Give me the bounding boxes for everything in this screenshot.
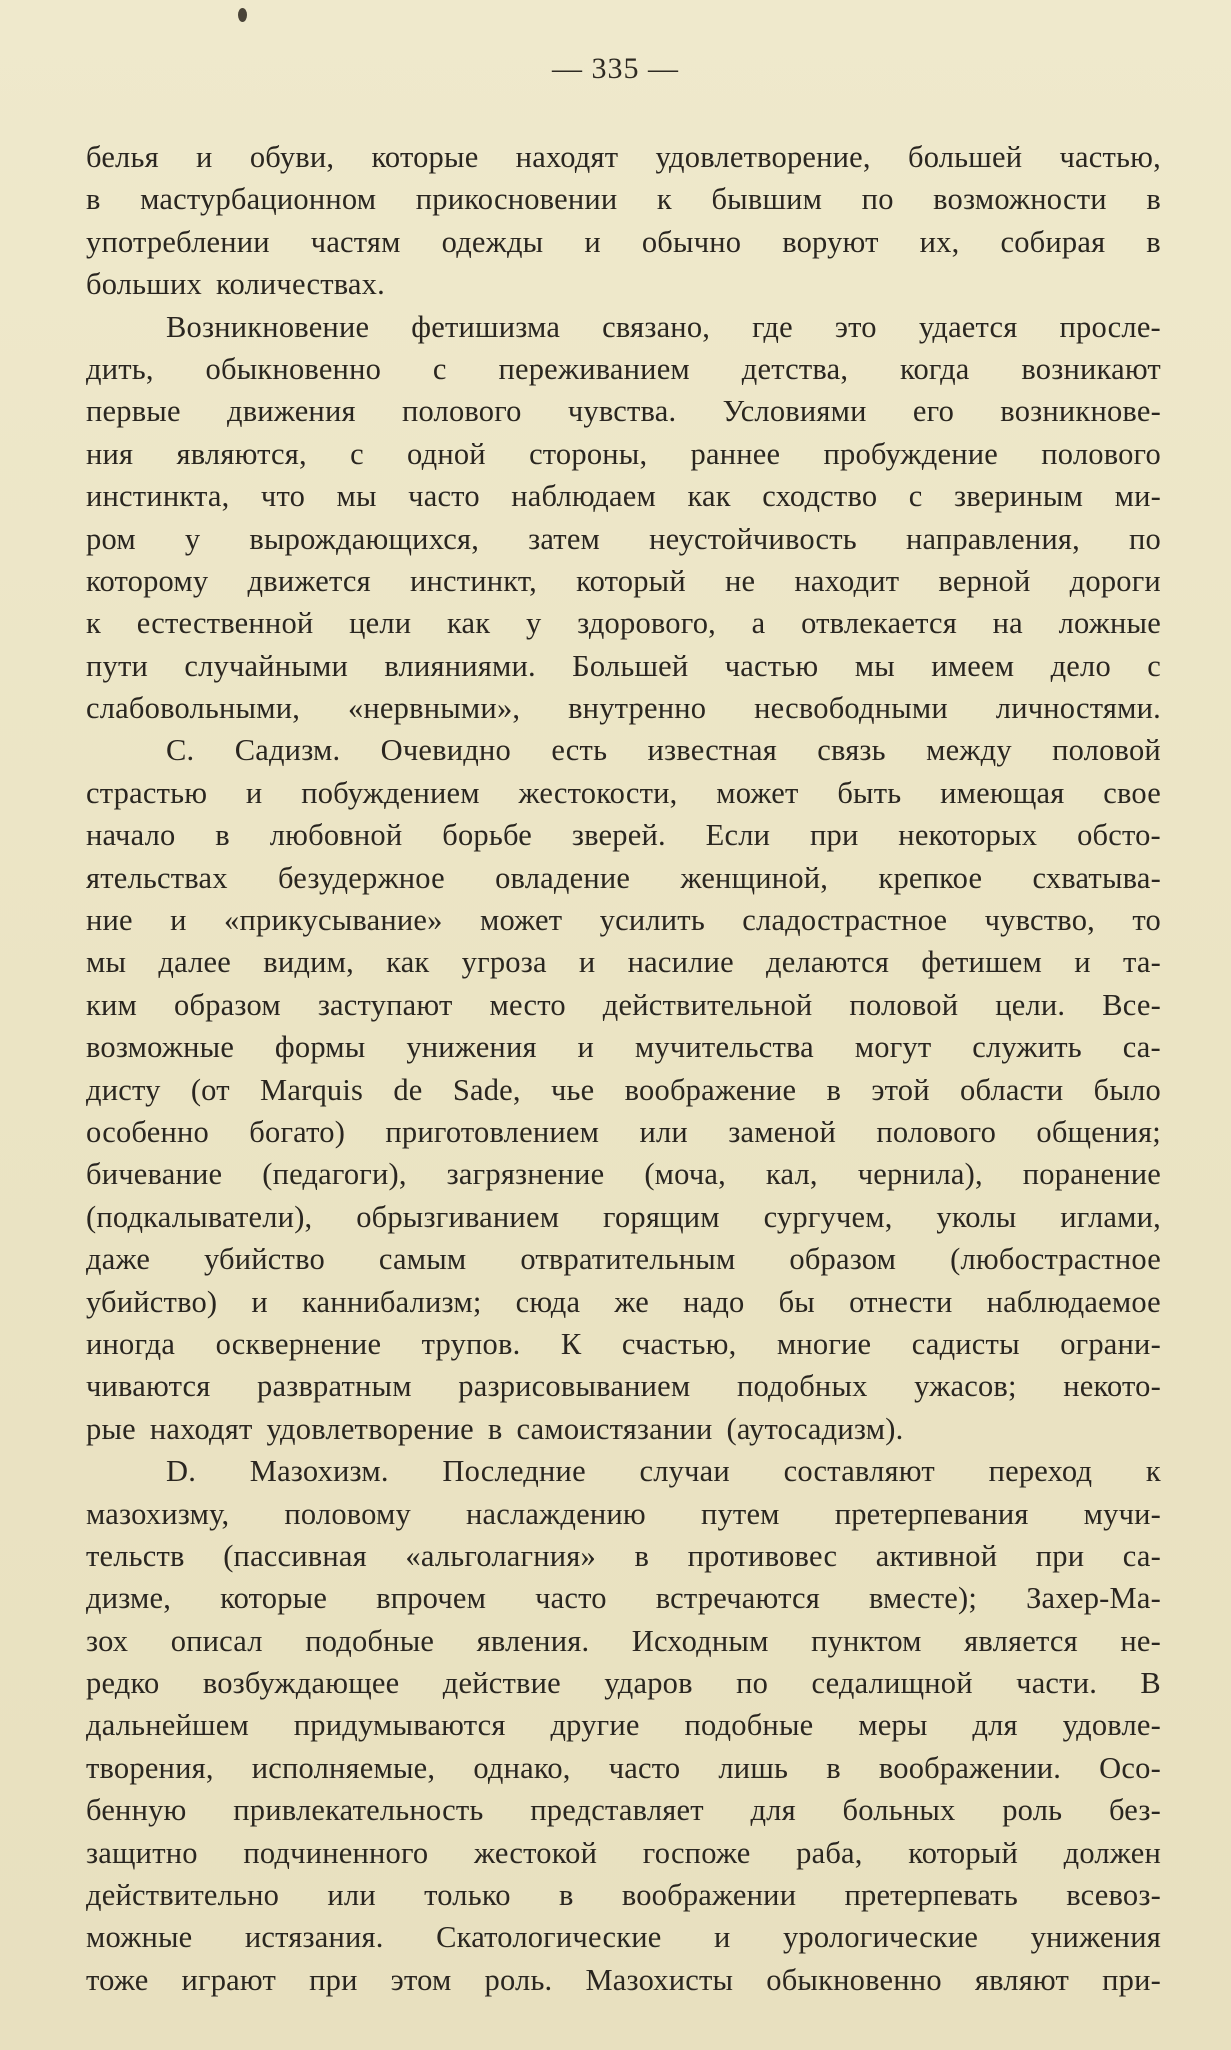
text-line: первые движения полового чувства. Условиями его возникнове- <box>86 394 1161 429</box>
body-text <box>86 136 1161 2001</box>
text-line: ром у вырождающихся, затем неустойчивость направления, по <box>86 521 1161 556</box>
text-line: тоже играют при этом роль. Мазохисты обыкновенно являют при- <box>86 1962 1161 1997</box>
text-line: (подкалыватели), обрызгиванием горящим сургучем, уколы иглами, <box>86 1199 1161 1234</box>
text-line: употреблении частям одежды и обычно воруют их, собирая в <box>86 224 1161 259</box>
text-line: начало в любовной борьбе зверей. Если при некоторых обсто- <box>86 818 1161 853</box>
text-line: зох описал подобные явления. Исходным пунктом является не- <box>86 1623 1161 1658</box>
text-line: к естественной цели как у здорового, а отвлекается на ложные <box>86 606 1161 641</box>
text-line: дизме, которые впрочем часто встречаются вместе); Захер-Ма- <box>86 1581 1161 1616</box>
text-line: ния являются, с одной стороны, раннее пробуждение полового <box>86 436 1161 471</box>
text-line: убийство) и каннибализм; сюда же надо бы отнести наблюдаемое <box>86 1284 1161 1319</box>
text-line: даже убийство самым отвратительным образом (любострастное <box>86 1242 1161 1277</box>
text-line: дисту (от Marquis de Sade, чье воображение в этой области было <box>86 1072 1161 1107</box>
text-line: которому движется инстинкт, который не находит верной дороги <box>86 563 1161 598</box>
text-line: бичевание (педагоги), загрязнение (моча, кал, чернила), поранение <box>86 1157 1161 1192</box>
text-line: мазохизму, половому наслаждению путем претерпевания мучи- <box>86 1496 1161 1531</box>
text-line: слабовольными, «нервными», внутренно несвободными личностями. <box>86 691 1161 726</box>
text-line: дальнейшем придумываются другие подобные меры для удовле- <box>86 1708 1161 1743</box>
text-line: можные истязания. Скатологические и урологические унижения <box>86 1920 1161 1955</box>
text-line: D. Мазохизм. Последние случаи составляют переход к <box>166 1454 1161 1489</box>
text-line: Возникновение фетишизма связано, где это удается просле- <box>166 309 1161 344</box>
ink-blot <box>238 8 247 22</box>
text-line: мы далее видим, как угроза и насилие делаются фетишем и та- <box>86 945 1161 980</box>
text-line: ятельствах безудержное овладение женщиной, крепкое схватыва- <box>86 860 1161 895</box>
page-number: — 335 — <box>552 52 679 85</box>
text-line: дить, обыкновенно с переживанием детства, когда возникают <box>86 351 1161 386</box>
text-line: творения, исполняемые, однако, часто лишь в воображении. Осо- <box>86 1750 1161 1785</box>
text-line: особенно богато) приготовлением или заменой полового общения; <box>86 1114 1161 1149</box>
text-line: бенную привлекательность представляет для больных роль без- <box>86 1793 1161 1828</box>
text-line: страстью и побуждением жестокости, может быть имеющая свое <box>86 775 1161 810</box>
text-line: белья и обуви, которые находят удовлетворение, большей частью, <box>86 140 1161 174</box>
text-line: иногда осквернение трупов. К счастью, многие садисты ограни- <box>86 1326 1161 1361</box>
text-line: чиваются развратным разрисовыванием подобных ужасов; некото- <box>86 1369 1161 1404</box>
text-line: в мастурбационном прикосновении к бывшим по возможности в <box>86 182 1161 217</box>
text-line: инстинкта, что мы часто наблюдаем как сходство с звериным ми- <box>86 479 1161 514</box>
text-line: возможные формы унижения и мучительства могут служить са- <box>86 1030 1161 1065</box>
text-line: С. Садизм. Очевидно есть известная связь между половой <box>166 733 1161 768</box>
text-line: пути случайными влияниями. Большей частью мы имеем дело с <box>86 648 1161 683</box>
text-line: действительно или только в воображении претерпевать всевоз- <box>86 1878 1161 1913</box>
text-line: защитно подчиненного жестокой госпоже раба, который должен <box>86 1835 1161 1870</box>
text-line: рые находят удовлетворение в самоистязании (аутосадизм). <box>86 1411 904 1446</box>
text-line: ким образом заступают место действительной половой цели. Все- <box>86 987 1161 1022</box>
text-line: больших количествах. <box>86 267 385 302</box>
text-line: ние и «прикусывание» может усилить сладострастное чувство, то <box>86 903 1161 938</box>
text-line: редко возбуждающее действие ударов по седалищной части. В <box>86 1666 1161 1701</box>
text-line: тельств (пассивная «альголагния» в противовес активной при са- <box>86 1538 1161 1573</box>
